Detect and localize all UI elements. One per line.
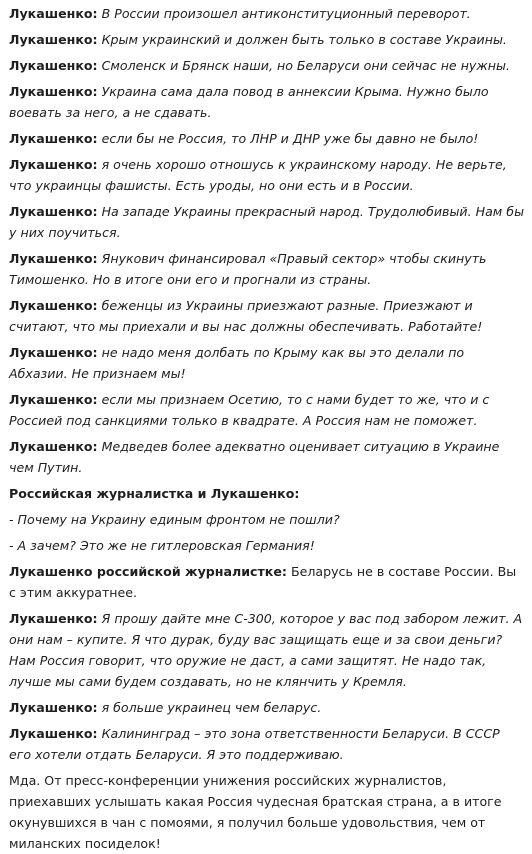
- quote-text: Беларусь не в составе России. Вы с этим аккуратнее.: [9, 564, 517, 600]
- speaker-label: Лукашенко:: [9, 726, 98, 741]
- speaker-label: Лукашенко:: [9, 700, 98, 715]
- quote-entry: [9, 3, 524, 24]
- quote-entry: [9, 248, 524, 290]
- dialogue-line: - А зачем? Это же не гитлеровская Германия!: [9, 538, 315, 553]
- quote-entry: [9, 29, 524, 50]
- quote-entry: [9, 723, 524, 765]
- quote-entry: [9, 295, 524, 337]
- speaker-label: Лукашенко:: [9, 204, 98, 219]
- speaker-label: Лукашенко:: [9, 6, 98, 21]
- quote-text: На западе Украины прекрасный народ. Трудолюбивый. Нам бы у них поучиться.: [9, 204, 525, 240]
- quote-entry: [9, 697, 524, 718]
- speaker-label: Лукашенко:: [9, 32, 98, 47]
- speaker-label: Лукашенко:: [9, 84, 98, 99]
- speaker-label: Лукашенко:: [9, 58, 98, 73]
- quote-entry: [9, 436, 524, 478]
- quote-text: беженцы из Украины приезжают разные. Приезжают и считают, что мы приехали и вы нас должны обеспечивать. Работайте!: [9, 298, 483, 334]
- quote-text: я больше украинец чем беларус.: [97, 700, 322, 715]
- speaker-label: Лукашенко российской журналистке:: [9, 564, 287, 579]
- speaker-label: Лукашенко:: [9, 392, 98, 407]
- quote-entry: [9, 55, 524, 76]
- speaker-label: Лукашенко:: [9, 345, 98, 360]
- quote-text: Украина сама дала повод в аннексии Крыма. Нужно было воевать за него, а не сдавать.: [9, 84, 489, 120]
- quote-text: Я прошу дайте мне С-300, которое у вас под забором лежит. А они нам – купите. Я что дурак, буду вас защищать еще и за свои деньги? Нам Россия говорит, что оружие не даст, а сами защитят. Не надо так, лучше мы сами будем создавать, но не клянчить у Кремля.: [9, 611, 523, 689]
- dialogue-header: Российская журналистка и Лукашенко:: [9, 486, 300, 501]
- quote-entry: [9, 154, 524, 196]
- quote-text: Крым украинский и должен быть только в составе Украины.: [97, 32, 507, 47]
- speaker-label: Лукашенко:: [9, 439, 98, 454]
- quote-entry: [9, 342, 524, 384]
- quote-text: Медведев более адекватно оценивает ситуацию в Украине чем Путин.: [9, 439, 500, 475]
- speaker-label: Лукашенко:: [9, 611, 98, 626]
- quote-text: я очень хорошо отношусь к украинскому народу. Не верьте, что украинцы фашисты. Есть уроды, но они есть и в России.: [9, 157, 507, 193]
- quote-text: Смоленск и Брянск наши, но Беларуси они сейчас не нужны.: [97, 58, 510, 73]
- quote-entry: [9, 201, 524, 243]
- quote-entry: [9, 389, 524, 431]
- speaker-label: Лукашенко:: [9, 131, 98, 146]
- quote-entry: [9, 608, 524, 692]
- author-conclusion: Мда. От пресс-конференции унижения российских журналистов, приехавших услышать какая Россия чудесная братская страна, а в итоге окунувшихся в чан с помоями, я получил больше удовольствия, чем от миланских посиделок!: [9, 773, 502, 851]
- quote-entry: [9, 561, 524, 603]
- quote-text: если мы признаем Осетию, то с нами будет то же, что и с Россией под санкциями только в квадрате. А Россия нам не поможет.: [9, 392, 490, 428]
- quote-entry: [9, 128, 524, 149]
- dialogue-line: - Почему на Украину единым фронтом не пошли?: [9, 512, 340, 527]
- quote-entry: [9, 81, 524, 123]
- quote-text: если бы не Россия, то ЛНР и ДНР уже бы давно не было!: [97, 131, 479, 146]
- quote-text: Калининград – это зона ответственности Беларуси. В СССР его хотели отдать Беларуси. Я это поддерживаю.: [9, 726, 500, 762]
- quote-text: не надо меня долбать по Крыму как вы это делали по Абхазии. Не признаем мы!: [9, 345, 465, 381]
- quote-text: Янукович финансировал «Правый сектор» чтобы скинуть Тимошенко. Но в итоге они его и прогнали из страны.: [9, 251, 487, 287]
- speaker-label: Лукашенко:: [9, 251, 98, 266]
- speaker-label: Лукашенко:: [9, 157, 98, 172]
- speaker-label: Лукашенко:: [9, 298, 98, 313]
- quote-text: В России произошел антиконституционный переворот.: [97, 6, 471, 21]
